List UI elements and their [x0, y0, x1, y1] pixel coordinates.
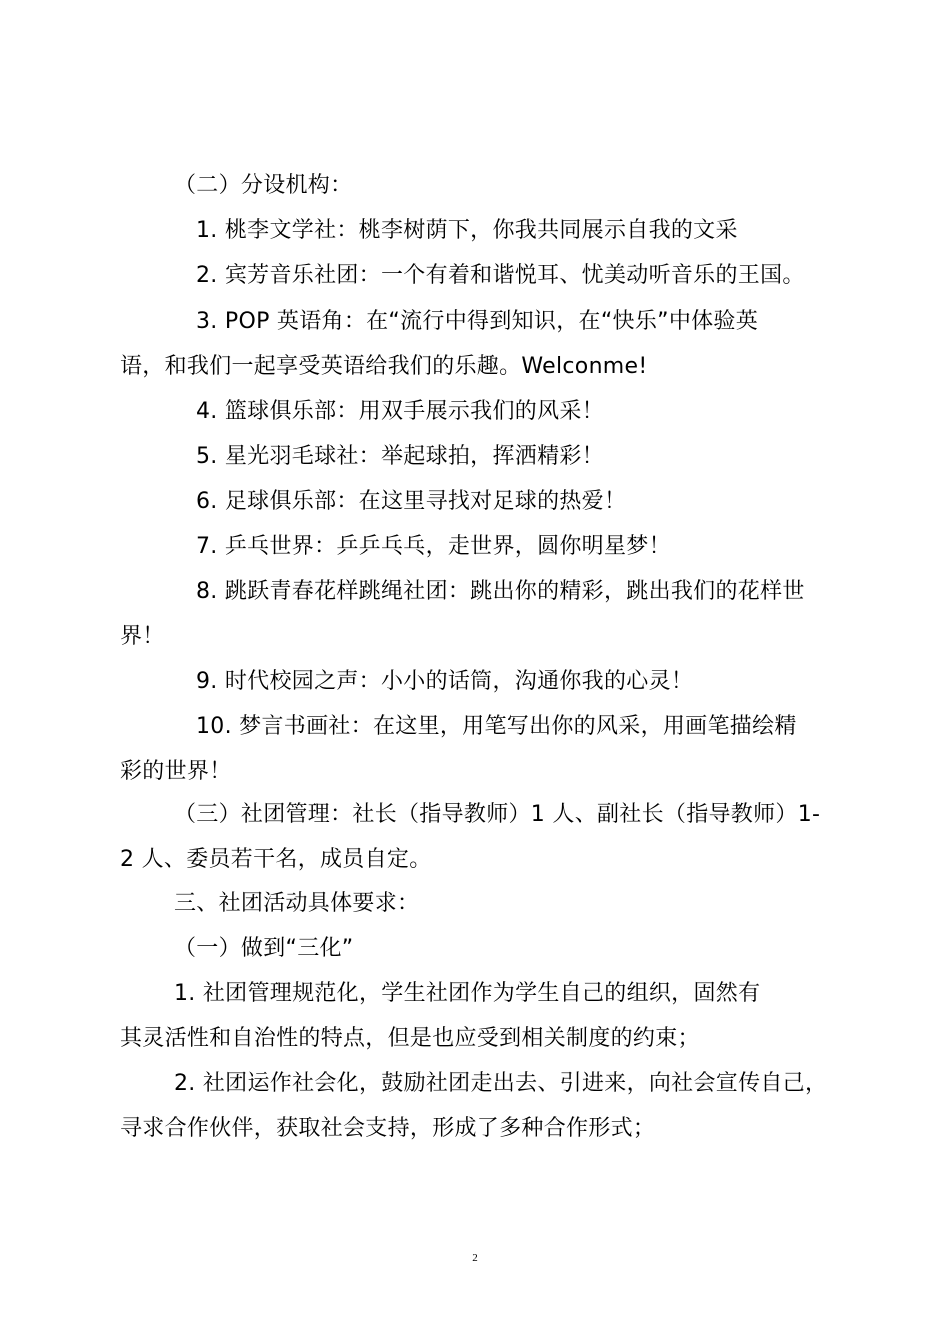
- list-item-3-continued: 语，和我们一起享受英语给我们的乐趣。Welconme!: [120, 354, 648, 379]
- section-management-continued: 2 人、委员若干名，成员自定。: [120, 847, 432, 872]
- page-number: 2: [472, 1252, 478, 1264]
- list-item-1: 1. 桃李文学社：桃李树荫下，你我共同展示自我的文采: [196, 218, 738, 243]
- section-heading-management: （三）社团管理：社长（指导教师）1 人、副社长（指导教师）1-: [174, 802, 821, 827]
- paragraph-socialization: 2. 社团运作社会化，鼓励社团走出去、引进来，向社会宣传自己，: [174, 1071, 828, 1096]
- list-item-5: 5. 星光羽毛球社：举起球拍，挥洒精彩！: [196, 444, 604, 469]
- chapter-heading-requirements: 三、社团活动具体要求：: [174, 891, 420, 916]
- list-item-6: 6. 足球俱乐部：在这里寻找对足球的热爱！: [196, 489, 627, 514]
- list-item-3: 3. POP 英语角：在“流行中得到知识，在“快乐”中体验英: [196, 309, 759, 334]
- paragraph-standardization: 1. 社团管理规范化，学生社团作为学生自己的组织，固然有: [174, 981, 761, 1006]
- list-item-9: 9. 时代校园之声：小小的话筒，沟通你我的心灵！: [196, 669, 694, 694]
- list-item-10-continued: 彩的世界！: [120, 759, 232, 784]
- list-item-10: 10. 梦言书画社：在这里，用笔写出你的风采，用画笔描绘精: [196, 714, 797, 739]
- section-heading-three-aspects: （一）做到“三化”: [174, 936, 354, 961]
- paragraph-socialization-continued: 寻求合作伙伴，获取社会支持，形成了多种合作形式；: [120, 1116, 656, 1141]
- list-item-8: 8. 跳跃青春花样跳绳社团：跳出你的精彩，跳出我们的花样世: [196, 579, 805, 604]
- list-item-7: 7. 乒乓世界：乒乒乓乓，走世界，圆你明星梦！: [196, 534, 671, 559]
- section-heading-branches: （二）分设机构：: [174, 173, 353, 198]
- list-item-2: 2. 宾芳音乐社团：一个有着和谐悦耳、忧美动听音乐的王国。: [196, 263, 805, 288]
- paragraph-standardization-continued: 其灵活性和自治性的特点，但是也应受到相关制度的约束；: [120, 1026, 700, 1051]
- list-item-8-continued: 界！: [120, 624, 165, 649]
- list-item-4: 4. 篮球俱乐部：用双手展示我们的风采！: [196, 399, 604, 424]
